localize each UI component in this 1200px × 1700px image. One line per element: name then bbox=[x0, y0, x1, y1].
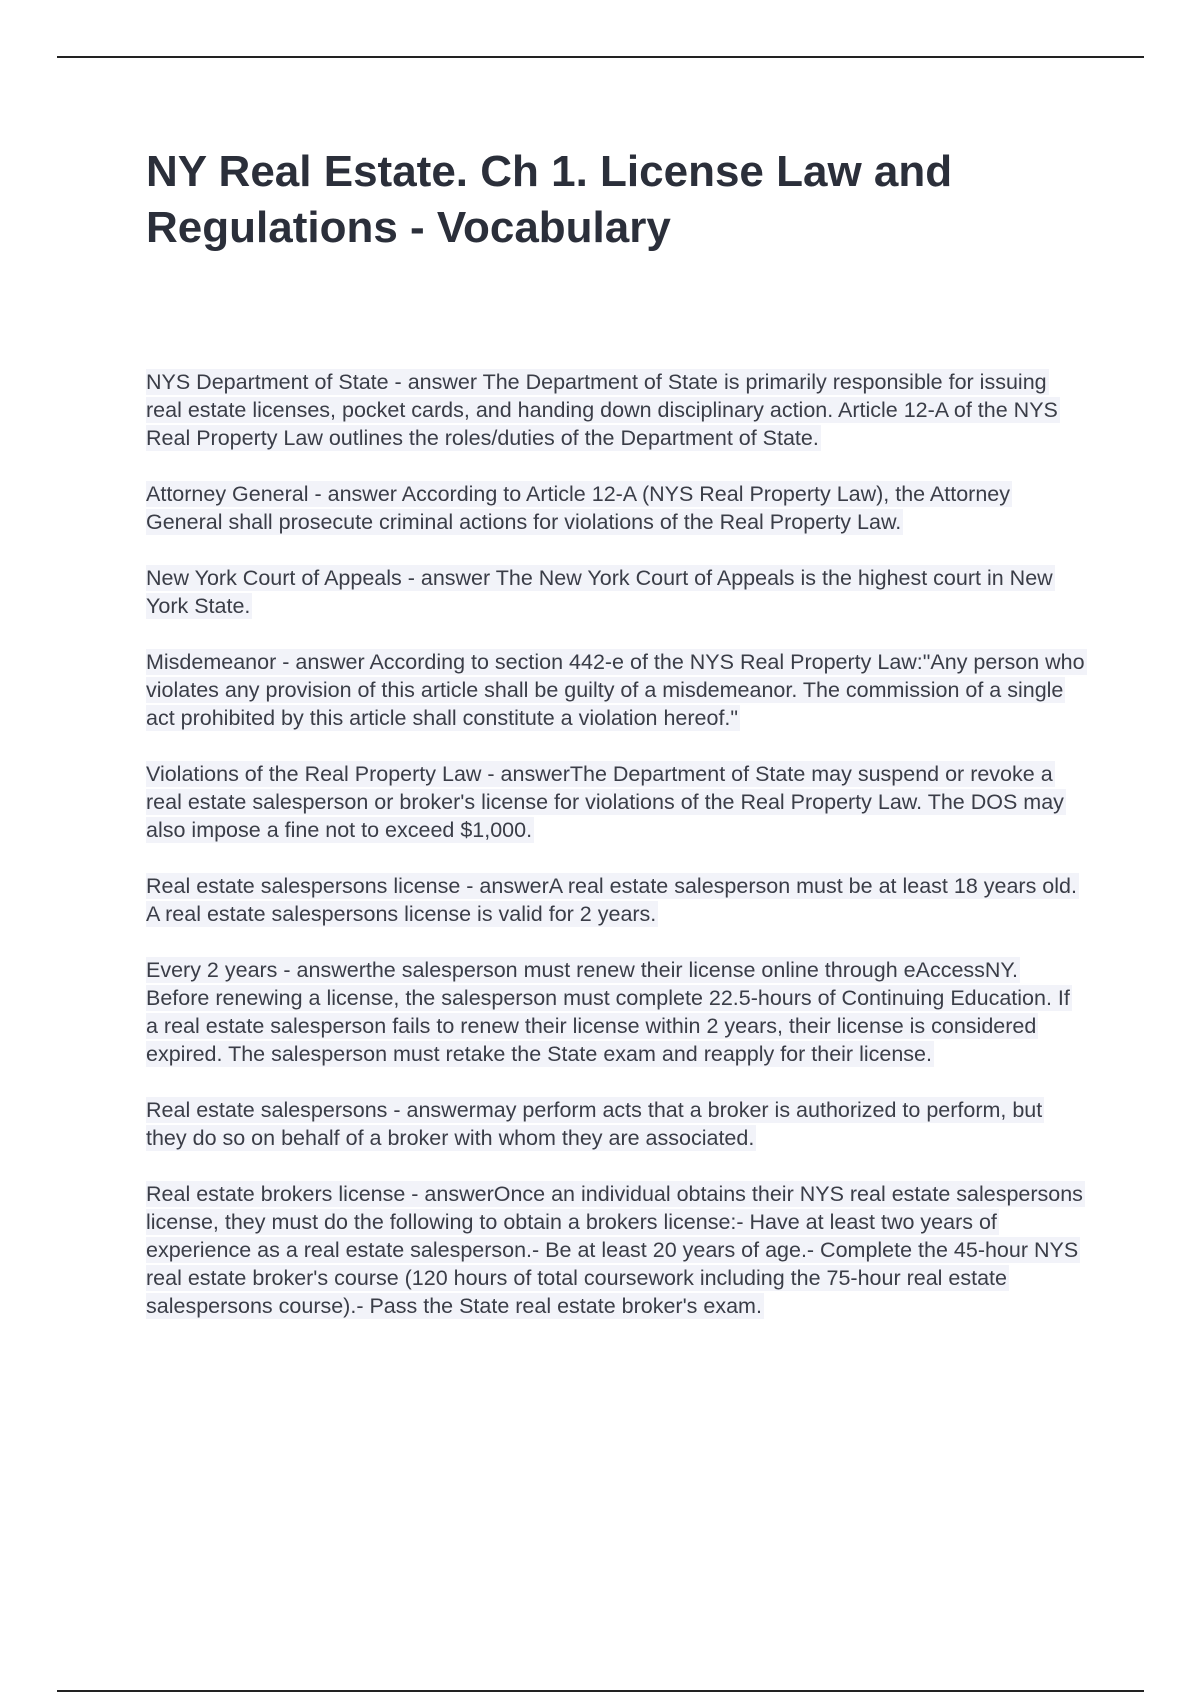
vocabulary-entry bbox=[146, 1180, 1086, 1320]
vocabulary-entry bbox=[146, 872, 1086, 928]
footer-rule bbox=[57, 1690, 1144, 1692]
vocabulary-entry bbox=[146, 480, 1086, 536]
entry-text: New York Court of Appeals - answer The New York Court of Appeals is the highest court in New York State. bbox=[146, 566, 1053, 618]
entry-text: Violations of the Real Property Law - answerThe Department of State may suspend or revoke a real estate salesperson or broker's license for violations of the Real Property Law. The DOS may also impose a fine not to exceed $1,000. bbox=[146, 762, 1064, 842]
vocabulary-list bbox=[146, 368, 1086, 1348]
entry-text: NYS Department of State - answer The Department of State is primarily responsible for issuing real estate licenses, pocket cards, and handing down disciplinary action. Article 12-A of the NYS Real Property Law outlines the roles/duties of the Department of State. bbox=[146, 370, 1058, 450]
vocabulary-entry bbox=[146, 564, 1086, 620]
header-rule bbox=[57, 56, 1144, 58]
document-title: NY Real Estate. Ch 1. License Law and Regulations - Vocabulary bbox=[146, 147, 953, 252]
vocabulary-entry bbox=[146, 1096, 1086, 1152]
entry-text: Misdemeanor - answer According to section 442-e of the NYS Real Property Law:"Any person who violates any provision of this article shall be guilty of a misdemeanor. The commission of a single act prohibited by this article shall constitute a violation hereof." bbox=[146, 650, 1085, 730]
vocabulary-entry bbox=[146, 760, 1086, 844]
vocabulary-entry bbox=[146, 956, 1086, 1068]
entry-text: Every 2 years - answerthe salesperson must renew their license online through eAccessNY. Before renewing a license, the salesperson must complete 22.5-hours of Continuing Education. If a real estate salesperson fails to renew their license within 2 years, their license is considered expired. The salesperson must retake the State exam and reapply for their license. bbox=[146, 958, 1070, 1066]
entry-text: Attorney General - answer According to Article 12-A (NYS Real Property Law), the Attorney General shall prosecute criminal actions for violations of the Real Property Law. bbox=[146, 482, 1010, 534]
vocabulary-entry bbox=[146, 648, 1086, 732]
vocabulary-entry bbox=[146, 368, 1086, 452]
entry-text: Real estate brokers license - answerOnce an individual obtains their NYS real estate salespersons license, they must do the following to obtain a brokers license:- Have at least two years of experience as a real estate salesperson.- Be at least 20 years of age.- Complete the 45-hour NYS real estate broker's course (120 hours of total coursework including the 75-hour real estate salespersons course).- Pass the State real estate broker's exam. bbox=[146, 1182, 1083, 1318]
entry-text: Real estate salespersons license - answerA real estate salesperson must be at least 18 years old. A real estate salespersons license is valid for 2 years. bbox=[146, 874, 1077, 926]
entry-text: Real estate salespersons - answermay perform acts that a broker is authorized to perform, but they do so on behalf of a broker with whom they are associated. bbox=[146, 1098, 1043, 1150]
